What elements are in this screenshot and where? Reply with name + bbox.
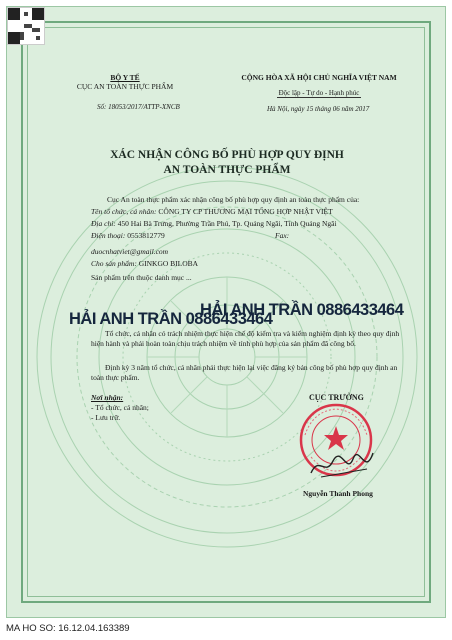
address-label: Địa chỉ:: [91, 219, 116, 228]
phone-line: [91, 231, 165, 241]
organization-line: [91, 207, 333, 217]
phone-label: Điện thoại:: [91, 231, 126, 240]
document-title-line2: AN TOÀN THỰC PHẨM: [163, 164, 291, 176]
address-line: [91, 219, 337, 229]
phone-value: 0553812779: [127, 231, 165, 240]
document-number: Số: 18053/2017/ATTP-XNCB: [97, 103, 180, 111]
ministry-name: BỘ Y TẾ: [110, 73, 140, 82]
watermark-text-lower: HẢI ANH TRẦN 0886433464: [69, 310, 273, 328]
product-value: GINKGO BILOBA: [138, 259, 199, 268]
dossier-number: MA HO SO: 16.12.04.163389: [6, 623, 130, 634]
product-label: Cho sản phẩm:: [91, 259, 137, 268]
signer-name: Nguyễn Thanh Phong: [303, 489, 373, 498]
document-title-line1: XÁC NHẬN CÔNG BỐ PHÙ HỢP QUY ĐỊNH: [110, 149, 344, 161]
organization-label: Tên tổ chức, cá nhân:: [91, 207, 157, 216]
department-name: CỤC AN TOÀN THỰC PHẨM: [76, 82, 174, 91]
fax-label: Fax:: [275, 231, 290, 240]
watermark-text-upper: HẢI ANH TRẦN 0886433464: [200, 301, 404, 319]
product-line: [91, 259, 198, 269]
signer-title: CỤC TRƯỞNG: [309, 393, 364, 402]
national-header: [229, 73, 409, 100]
country-name: CỘNG HÒA XÃ HỘI CHỦ NGHĨA VIỆT NAM: [241, 73, 397, 82]
issuer-header: [67, 73, 183, 91]
paragraph-renewal: Định kỳ 3 năm tổ chức, cá nhân phải thực hiện lại việc đăng ký bản công bố phù hợp quy định an toàn thực phẩm.: [91, 363, 398, 382]
handwritten-signature-icon: [307, 447, 377, 483]
qr-code-icon: [7, 7, 45, 45]
paragraph-responsibility: Tổ chức, cá nhân có trách nhiệm thực hiện chế độ kiểm tra và kiểm nghiệm định kỳ theo quy định hiện hành và phải hoàn toàn chịu trách nhiệm về tính phù hợp của sản phẩm đã công bố.: [91, 329, 400, 348]
paragraph-category: Sản phẩm trên thuộc danh mục ...: [91, 273, 192, 282]
recipient-item: - Tổ chức, cá nhân;: [91, 403, 149, 412]
national-motto: Độc lập - Tự do - Hạnh phúc: [278, 89, 360, 97]
recipient-item: - Lưu trữ.: [91, 413, 121, 422]
intro-text: Cục An toàn thực phẩm xác nhận công bố phù hợp quy định an toàn thực phẩm của:: [107, 195, 360, 204]
email-value: duocnhatviet@gmail.com: [91, 247, 169, 256]
issue-date: Hà Nội, ngày 15 tháng 06 năm 2017: [267, 105, 370, 113]
recipients-label: Nơi nhận:: [91, 393, 124, 402]
address-value: 450 Hai Bà Trưng, Phường Trần Phú, Tp. Quảng Ngãi, Tỉnh Quảng Ngãi: [117, 219, 337, 228]
organization-value: CÔNG TY CP THƯƠNG MẠI TỔNG HỢP NHẬT VIỆT: [158, 207, 333, 216]
certificate-document: [6, 6, 446, 618]
